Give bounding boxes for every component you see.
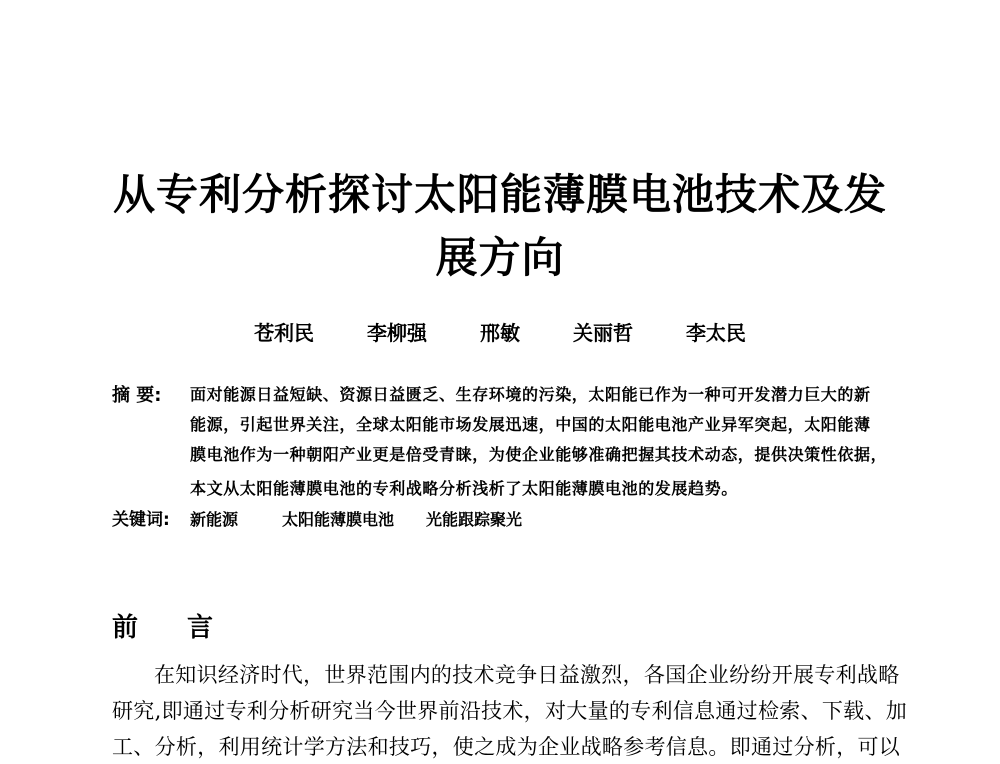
title-line-1: 从专利分析探讨太阳能薄膜电池技术及发 bbox=[112, 170, 887, 219]
body-paragraph-line: 研究,即通过专利分析研究当今世界前沿技术，对大量的专利信息通过检索、下载、加 bbox=[112, 699, 908, 723]
body-paragraph-line: 工、分析，利用统计学方法和技巧，使之成为企业战略参考信息。即通过分析，可以 bbox=[112, 735, 901, 759]
title-line-2: 展方向 bbox=[435, 233, 565, 282]
body-paragraph-line: 在知识经济时代，世界范围内的技术竞争日益激烈，各国企业纷纷开展专利战略 bbox=[154, 663, 900, 687]
author-name: 李太民 bbox=[685, 321, 746, 345]
abstract-line: 膜电池作为一种朝阳产业更是倍受青睐，为使企业能够准确把握其技术动态，提供决策性依据， bbox=[190, 445, 888, 464]
abstract-line: 能源，引起世界关注，全球太阳能市场发展迅速，中国的太阳能电池产业异军突起，太阳能薄 bbox=[190, 415, 871, 434]
abstract-line: 本文从太阳能薄膜电池的专利战略分析浅析了太阳能薄膜电池的发展趋势。 bbox=[190, 479, 738, 498]
keywords-label: 关键词: bbox=[112, 510, 170, 530]
abstract-label: 摘 要: bbox=[112, 385, 162, 406]
author-name: 苍利民 bbox=[254, 321, 315, 345]
author-list bbox=[0, 318, 1000, 348]
author-name: 关丽哲 bbox=[572, 321, 633, 345]
author-name: 李柳强 bbox=[367, 321, 428, 345]
keyword: 新能源 bbox=[190, 510, 239, 529]
section-heading: 前 言 bbox=[112, 613, 234, 643]
abstract-line: 面对能源日益短缺、资源日益匮乏、生存环境的污染，太阳能已作为一种可开发潜力巨大的新 bbox=[190, 385, 871, 404]
keyword: 光能跟踪聚光 bbox=[426, 510, 523, 529]
keyword: 太阳能薄膜电池 bbox=[282, 510, 395, 529]
author-name: 邢敏 bbox=[480, 321, 520, 345]
